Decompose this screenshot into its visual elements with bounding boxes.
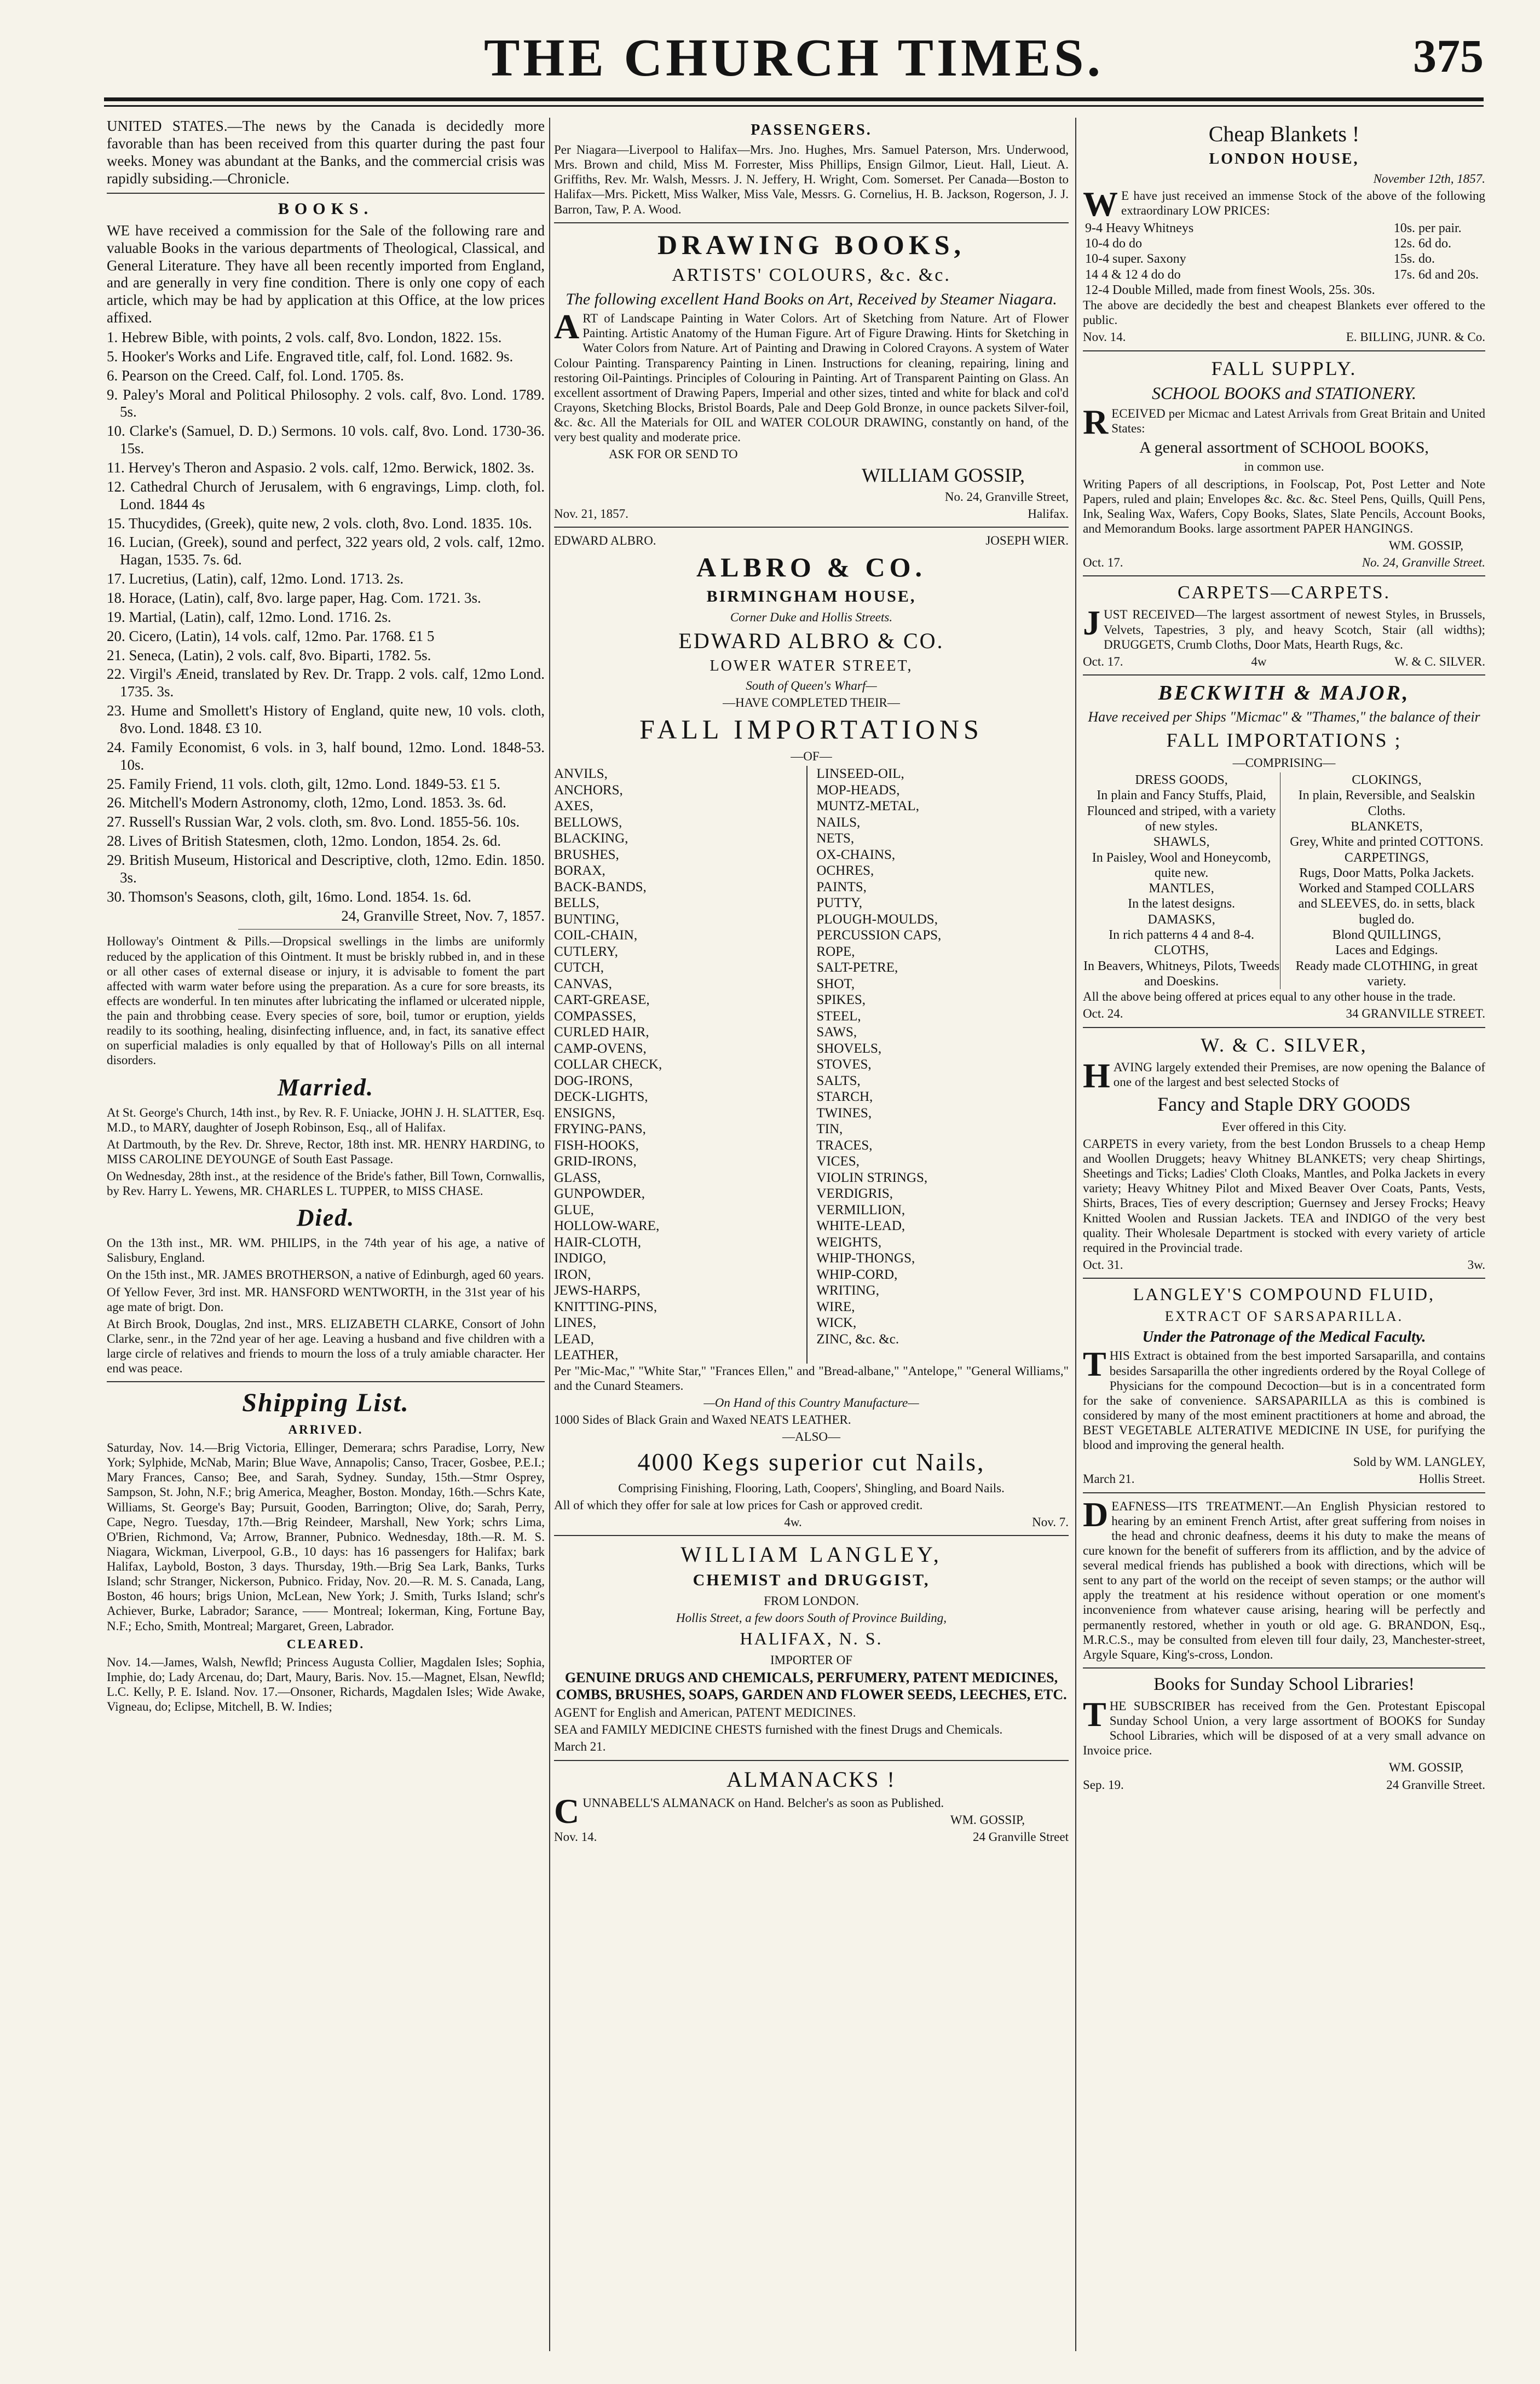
divider xyxy=(1083,1667,1485,1669)
blankets-signature: E. BILLING, JUNR. & Co. xyxy=(1346,330,1485,344)
blanket-price: 10s. per pair. xyxy=(1393,221,1462,235)
masthead-rule xyxy=(104,97,1484,101)
holloway-advert: Holloway's Ointment & Pills.—Dropsical swellings in the limbs are uniformly reduced by the application of this Ointment. It must be briskly rubbed in, and in these or all other cases of external disease or injury, it is advisable to foment the part affected with warm water before using the preparation. As a cure for sore breasts, its effects are wonderful. In ten minutes after lubricating the inflamed or ulcerated nipple, the pain and throbbing cease. Every species of sore, boil, tumor or eruption, yields readily to its soothing, healing, disinfecting influence, and, in fact, its sanative effect on superficial maladies is only equalled by that of Holloway's Pills on all internal disorders. xyxy=(107,934,545,1067)
book-item: 1. Hebrew Bible, with points, 2 vols. calf, 8vo. London, 1822. 15s. xyxy=(107,328,502,345)
langley-chemist: CHEMIST and DRUGGIST, xyxy=(693,1571,930,1590)
hardware-item: DOG-IRONS, xyxy=(554,1073,633,1088)
divider xyxy=(1083,350,1485,351)
fall-importations-heading: FALL IMPORTATIONS xyxy=(639,714,983,745)
hardware-item: KNITTING-PINS, xyxy=(554,1299,657,1314)
married-list xyxy=(107,1105,545,1199)
hardware-item: GLUE, xyxy=(554,1202,594,1217)
also-divider: —ALSO— xyxy=(782,1430,841,1444)
hardware-item: TIN, xyxy=(816,1122,843,1137)
hardware-item: CANVAS, xyxy=(554,976,612,991)
hardware-item: SALTS, xyxy=(816,1073,861,1088)
hardware-item: GLASS, xyxy=(554,1170,601,1185)
beckwith-sub: Have received per Ships "Micmac" & "Thames," the balance of their xyxy=(1088,708,1480,725)
book-item: 12. Cathedral Church of Jerusalem, with 6 engravings, Limp. cloth, fol. Lond. 1844 4s xyxy=(107,478,545,512)
almanacks-heading: ALMANACKS ! xyxy=(726,1767,896,1792)
hardware-item: FISH-HOOKS, xyxy=(554,1138,639,1153)
silver-fancy: Fancy and Staple DRY GOODS xyxy=(1157,1093,1411,1116)
blankets-intro: WE have just received an immense Stock of the above of the following extraordinary LOW PRICES: xyxy=(1083,184,1485,224)
albro-completed: —HAVE COMPLETED THEIR— xyxy=(723,696,900,710)
married-heading: Married. xyxy=(277,1073,374,1101)
silver-3w: 3w. xyxy=(1467,1257,1485,1272)
kegs-4w: 4w. xyxy=(784,1515,802,1529)
carpets-date: Oct. 17. xyxy=(1083,654,1123,668)
hardware-item: NAILS, xyxy=(816,815,861,830)
blanket-price-row xyxy=(1083,282,1485,298)
blanket-item: 10-4 super. Saxony xyxy=(1085,252,1186,267)
cleared-list: Nov. 14.—James, Walsh, Newfld; Princess Augusta Collier, Magdalen Isles; Sophia, Imphie, do; Lady Arcenau, do; Dart, Maury, Baris. Nov. 15.—Magnet, Elsan, Newfld; L.C. Kelly, P. E. Island. Nov. 17.—Onsoner, Richards, Magdalen Isles; Wide Awake, Vigneau, do; Eclipse, Mitchell, B. W. Indies; xyxy=(107,1655,545,1714)
hardware-item: BRUSHES, xyxy=(554,847,619,862)
divider xyxy=(554,1760,1069,1761)
blanket-item: 10-4 do do xyxy=(1085,236,1142,251)
hardware-item: COLLAR CHECK, xyxy=(554,1057,662,1072)
school-date: Oct. 17. xyxy=(1083,556,1123,570)
school-name: WM. GOSSIP, xyxy=(1388,539,1463,553)
sunday-school-body: THE SUBSCRIBER has received from the Gen. Protestant Episcopal Sunday School Union, a very large assortment of BOOKS for Sunday School Libraries, which will be disposed of at a very small advance on Invoice price. xyxy=(1083,1694,1485,1758)
goods-item: In Beavers, Whitneys, Pilots, Tweeds and Doeskins. xyxy=(1083,959,1280,989)
hardware-item: ANVILS, xyxy=(554,766,608,782)
hardware-item: WIRE, xyxy=(816,1299,855,1314)
goods-item: Rugs, Door Matts, Polka Jackets. xyxy=(1299,865,1474,880)
langley-date: March 21. xyxy=(554,1740,606,1754)
books-address: 24, Granville Street, Nov. 7, 1857. xyxy=(341,907,545,924)
hardware-item: PLOUGH-MOULDS, xyxy=(816,911,938,927)
hardware-item: TRACES, xyxy=(816,1138,873,1153)
langley-from: FROM LONDON. xyxy=(764,1594,859,1608)
blankets-price-table xyxy=(1083,221,1485,298)
hardware-item: SAWS, xyxy=(816,1025,857,1040)
column-2 xyxy=(554,118,1069,2351)
death-notice: On the 15th inst., MR. JAMES BROTHERSON, a native of Edinburgh, aged 60 years. xyxy=(107,1268,544,1282)
hardware-item: VIOLIN STRINGS, xyxy=(816,1170,928,1185)
albro2-street: LOWER WATER STREET, xyxy=(710,657,913,674)
hardware-item: VERMILLION, xyxy=(816,1202,905,1217)
goods-item: In Paisley, Wool and Honeycomb, quite new. xyxy=(1092,850,1271,880)
died-heading: Died. xyxy=(296,1204,355,1232)
beckwith-address: 34 GRANVILLE STREET. xyxy=(1346,1007,1485,1021)
died-list xyxy=(107,1236,545,1376)
book-item: 19. Martial, (Latin), calf, 12mo. Lond. 1716. 2s. xyxy=(107,608,391,625)
book-item: 9. Paley's Moral and Political Philosophy. 2 vols. calf, 8vo. Lond. 1789. 5s. xyxy=(107,386,545,420)
divider xyxy=(107,193,545,194)
beckwith-sign xyxy=(1083,1006,1485,1021)
blanket-price: 17s. 6d and 20s. xyxy=(1393,267,1479,282)
almanacks-date: Nov. 14. xyxy=(554,1829,597,1844)
beckwith-goods-right xyxy=(1288,772,1485,989)
goods-item: CLOTHS, xyxy=(1154,943,1209,958)
arrived-heading: ARRIVED. xyxy=(288,1422,364,1436)
blanket-price-row xyxy=(1083,221,1485,236)
goods-item: In the latest designs. xyxy=(1128,897,1236,911)
hardware-item: WHITE-LEAD, xyxy=(816,1219,905,1234)
hardware-item: BUNTING, xyxy=(554,911,619,927)
albro-per: Per "Mic-Mac," "White Star," "Frances Ellen," and "Bread-albane," "Antelope," "General Williams," and the Cunard Steamers. xyxy=(554,1364,1069,1393)
hardware-item: AXES, xyxy=(554,799,593,814)
book-item: 5. Hooker's Works and Life. Engraved title, calf, fol. Lond. 1682. 9s. xyxy=(107,348,514,365)
hardware-item: HOLLOW-WARE, xyxy=(554,1219,660,1234)
hardware-item: CAMP-OVENS, xyxy=(554,1041,647,1056)
almanacks-address: 24 Granville Street xyxy=(972,1829,1069,1844)
albro-left-name: EDWARD ALBRO. xyxy=(554,534,656,548)
goods-item: Grey, White and printed COTTONS. xyxy=(1290,835,1484,850)
book-item: 26. Mitchell's Modern Astronomy, cloth, 12mo, Lond. 1853. 3s. 6d. xyxy=(107,794,506,811)
death-notice: At Birch Brook, Douglas, 2nd inst., MRS. ELIZABETH CLARKE, Consort of John Clarke, senr., in the 72nd year of her age. Leaving a husband and five children with a large circle of relatives and friends to mourn the loss of a truly amiable character. Her end was peace. xyxy=(107,1317,545,1376)
hardware-item: BACK-BANDS, xyxy=(554,879,647,894)
drawing-date: Nov. 21, 1857. xyxy=(554,507,628,521)
column-3 xyxy=(1083,118,1485,2351)
goods-item: MANTLES, xyxy=(1149,881,1214,896)
beckwith-date: Oct. 24. xyxy=(1083,1007,1123,1021)
hardware-item: BELLS, xyxy=(554,896,599,911)
carpets-4w: 4w xyxy=(1251,654,1267,668)
hardware-item: WICK, xyxy=(816,1315,857,1331)
school-books-heading: SCHOOL BOOKS and STATIONERY. xyxy=(1151,383,1417,403)
carpets-footer xyxy=(1083,654,1485,669)
column-divider-2 xyxy=(1075,118,1076,2351)
hardware-item: WRITING, xyxy=(816,1283,879,1298)
hardware-item: CART-GREASE, xyxy=(554,992,650,1008)
beckwith-footer: All the above being offered at prices equal to any other house in the trade. xyxy=(1083,990,1456,1004)
almanacks-footer xyxy=(554,1829,1069,1844)
arrived-list: Saturday, Nov. 14.—Brig Victoria, Ellinger, Demerara; schrs Paradise, Lorry, New York; Sylphide, McNab, Marin; Blue Wave, Annapolis; Canso, Tracer, Gosbee, P.E.I.; Mary Frances, Canso; Bee, and Sarah, Sydney. Sunday, 15th.—Stmr Osprey, Sampson, St. John, N.F.; brig America, Meagher, Boston. Monday, 16th.—Schrs Kate, Williams, St. George's Bay; Pursuit, Gooden, Barrington; Olive, do; Sarah, Perry, Cape, Negro. Tuesday, 17th.—Brig Reindeer, Marshall, New York; schrs Lima, O'Brien, Richmond, Va; Arrow, Branner, Pubnico. Wednesday, 18th.—R. M. S. Niagara, Wickman, Liverpool, G.B., 10 days: has 16 passengers for Halifax; bark Halifax, Laybold, Boston, 3 days. Thursday, 19th.—Brig Sea Lark, Banks, Turks Island; schr Stranger, Nickerson, Pubnico. Friday, Nov. 20.—R. M. S. Canada, Lang, Boston, 46 hours; brigs Union, McLean, New York; J. Smith, Turks Island; schr's Achiever, Burke, Labrador; Sarance, —— Montreal; Iokerman, King, Fortune Bay, N.F.; Echo, Smith, Montreal; Margaret, Green, Labrador. xyxy=(107,1441,545,1633)
silver-ever: Ever offered in this City. xyxy=(1221,1119,1347,1134)
divider xyxy=(238,929,413,930)
sunday-school-date: Sep. 19. xyxy=(1083,1777,1124,1792)
beckwith-heading: BECKWITH & MAJOR, xyxy=(1158,681,1410,705)
divider xyxy=(1083,674,1485,676)
albro-hand: —On Hand of this Country Manufacture— xyxy=(703,1396,919,1410)
fluid-address: Hollis Street. xyxy=(1418,1472,1485,1486)
artists-colours-heading: ARTISTS' COLOURS, &c. &c. xyxy=(672,264,951,285)
book-item: 6. Pearson on the Creed. Calf, fol. Lond. 1705. 8s. xyxy=(107,367,404,384)
books-list xyxy=(107,329,545,906)
hardware-item: BLACKING, xyxy=(554,831,628,846)
sunday-school-address: 24 Granville Street. xyxy=(1386,1777,1485,1792)
albro-title: ALBRO & CO. xyxy=(696,552,926,583)
book-item: 23. Hume and Smollett's History of England, quite new, 10 vols. cloth, 8vo. Lond. 1848. £3 10. xyxy=(107,702,545,737)
hardware-item: MOP-HEADS, xyxy=(816,782,900,798)
blankets-sign-date: Nov. 14. xyxy=(1083,330,1126,344)
langley-sea: SEA and FAMILY MEDICINE CHESTS furnished with the finest Drugs and Chemicals. xyxy=(554,1723,1003,1737)
masthead-rule-thin xyxy=(104,105,1484,107)
hardware-item: COIL-CHAIN, xyxy=(554,928,638,943)
books-heading: BOOKS. xyxy=(278,200,374,218)
column-1 xyxy=(107,118,545,2351)
carpets-signature: W. & C. SILVER. xyxy=(1394,654,1485,668)
hardware-item: SHOT, xyxy=(816,976,855,991)
blanket-price-row xyxy=(1083,251,1485,267)
cleared-heading: CLEARED. xyxy=(286,1637,365,1651)
hardware-item: BORAX, xyxy=(554,863,605,879)
albro-corner: Corner Duke and Hollis Streets. xyxy=(730,610,893,624)
blanket-item: 12-4 Double Milled, made from finest Wools, 25s. 30s. xyxy=(1085,282,1375,297)
fluid-heading: LANGLEY'S COMPOUND FLUID, xyxy=(1133,1284,1435,1304)
books-intro: WE have received a commission for the Sale of the following rare and valuable Books in the various departments of Theological, Classical, and General Literature. They have all been recently imported from England, and are generally in very fine condition. There is only one copy of each article, which may be had by application at this Office, at the low prices affixed. xyxy=(107,222,545,326)
hardware-item: VICES, xyxy=(816,1154,860,1169)
sunday-school-footer xyxy=(1083,1777,1485,1792)
masthead xyxy=(104,16,1484,90)
book-item: 17. Lucretius, (Latin), calf, 12mo. Lond. 1713. 2s. xyxy=(107,570,404,587)
drawing-name: WILLIAM GOSSIP, xyxy=(861,464,1025,487)
goods-item: CARPETINGS, xyxy=(1344,850,1429,865)
book-item: 20. Cicero, (Latin), 14 vols. calf, 12mo. Par. 1768. £1 5 xyxy=(107,627,435,644)
school-general: A general assortment of SCHOOL BOOKS, xyxy=(1139,438,1429,457)
hardware-item: PUTTY, xyxy=(816,896,862,911)
school-body: Writing Papers of all descriptions, in Foolscap, Pot, Post Letter and Note Papers, ruled and plain; Envelopes &c. &c. &c. Steel Pens, Quills, Quill Pens, Ink, Sealing Wax, Wafers, Copy Books, Slates, Slate Pencils, Account Books, and Memorandum Books. large assortment PAPER HANGINGS. xyxy=(1083,477,1485,535)
hardware-item: ENSIGNS, xyxy=(554,1105,615,1121)
hardware-item: NETS, xyxy=(816,831,855,846)
blanket-item: 14 4 & 12 4 do do xyxy=(1085,267,1181,282)
fluid-sold: Sold by WM. LANGLEY, xyxy=(1353,1455,1485,1469)
langley-title: WILLIAM LANGLEY, xyxy=(680,1542,942,1567)
langley-city: HALIFAX, N. S. xyxy=(740,1628,883,1648)
book-item: 10. Clarke's (Samuel, D. D.) Sermons. 10 vols. calf, 8vo. Lond. 1730-36. 15s. xyxy=(107,423,545,457)
book-item: 30. Thomson's Seasons, cloth, gilt, 16mo. Lond. 1854. 1s. 6d. xyxy=(107,888,471,905)
hardware-item: OX-CHAINS, xyxy=(816,847,896,862)
drawing-footer xyxy=(554,506,1069,521)
hardware-item: CUTLERY, xyxy=(554,944,618,959)
hardware-item: GUNPOWDER, xyxy=(554,1186,645,1202)
silver-date: Oct. 31. xyxy=(1083,1257,1123,1272)
book-item: 22. Virgil's Æneid, translated by Rev. Dr. Trapp. 2 vols. calf, 12mo Lond. 1735. 3s. xyxy=(107,666,545,700)
book-item: 29. British Museum, Historical and Descriptive, cloth, 12mo. Edin. 1850. 3s. xyxy=(107,852,545,886)
death-notice: On the 13th inst., MR. WM. PHILIPS, in the 74th year of his age, a native of Salisbury, England. xyxy=(107,1236,545,1265)
book-item: 25. Family Friend, 11 vols. cloth, gilt, 12mo. Lond. 1849-53. £1 5. xyxy=(107,775,500,792)
goods-item: DRESS GOODS, xyxy=(1135,772,1228,787)
albro-right-name: JOSEPH WIER. xyxy=(985,534,1069,548)
hardware-item: JEWS-HARPS, xyxy=(554,1283,641,1298)
hardware-item: ANCHORS, xyxy=(554,782,623,798)
fluid-patron: Under the Patronage of the Medical Faculty. xyxy=(1142,1329,1426,1346)
fluid-footer xyxy=(1083,1471,1485,1486)
page-number: 375 xyxy=(1413,30,1484,82)
hardware-item: FRYING-PANS, xyxy=(554,1122,646,1137)
hardware-item: INDIGO, xyxy=(554,1251,607,1266)
of-divider: —OF— xyxy=(791,749,832,764)
blanket-item: 9-4 Heavy Whitneys xyxy=(1085,221,1194,235)
kegs-sub: Comprising Finishing, Flooring, Lath, Coopers', Shingling, and Board Nails. xyxy=(618,1481,1005,1495)
almanacks-body: CUNNABELL'S ALMANACK on Hand. Belcher's as soon as Published. xyxy=(554,1791,944,1831)
blanket-price: 12s. 6d do. xyxy=(1393,236,1452,251)
divider xyxy=(554,1535,1069,1536)
goods-item: Worked and Stamped COLLARS and SLEEVES, do. in setts, black bugled do. xyxy=(1298,881,1475,927)
beckwith-goods-left xyxy=(1083,772,1281,989)
goods-item: Blond QUILLINGS, xyxy=(1332,928,1441,943)
drawing-body: ART of Landscape Painting in Water Colors. Art of Sketching from Nature. Art of Flower Painting. Artistic Anatomy of the Human Figure. Art of Figure Drawing. Hints for Sketching in Water Colors from Nature. Art of Painting and Drawing in Colored Crayons. A system of Water Colour Painting. Transparency Painting in Linen. Instructions for cleaning, repairing, lining and restoring Oil-Paintings. Principles of Colouring in Painting. Art of Transparent Painting on Glass. An excellent assortment of Drawing Papers, Imperial and other sizes, tinted and white for black and col'd Crayons, Sketching Blocks, Bristol Boards, Pale and Deep Gold Bronze, in ounce packets Silver-foil, &c. &c. All the Materials for OIL and WATER COLOUR DRAWING, constantly on hand, of the very best quality and moderate price. xyxy=(554,307,1069,445)
book-item: 15. Thucydides, (Greek), quite new, 2 vols. cloth, 8vo. Lond. 1835. 10s. xyxy=(107,515,532,532)
goods-item: CLOKINGS, xyxy=(1352,772,1422,787)
book-item: 27. Russell's Russian War, 2 vols. cloth, sm. 8vo. Lond. 1855-56. 10s. xyxy=(107,813,520,830)
goods-item: Ready made CLOTHING, in great variety. xyxy=(1295,959,1478,989)
sunday-school-heading: Books for Sunday School Libraries! xyxy=(1153,1674,1415,1694)
hardware-item: SHOVELS, xyxy=(816,1041,882,1056)
blankets-house: LONDON HOUSE, xyxy=(1209,151,1359,168)
albro-hand2: 1000 Sides of Black Grain and Waxed NEATS LEATHER. xyxy=(554,1413,851,1427)
blankets-heading: Cheap Blankets ! xyxy=(1208,122,1360,146)
shipping-heading: Shipping List. xyxy=(242,1388,409,1418)
death-notice: Of Yellow Fever, 3rd inst. MR. HANSFORD WENTWORTH, in the 31st year of his age mate of brigt. Don. xyxy=(107,1285,545,1314)
goods-item: In plain, Reversible, and Sealskin Cloths. xyxy=(1298,788,1475,818)
hardware-item: BELLOWS, xyxy=(554,815,622,830)
kegs-date: Nov. 7. xyxy=(1032,1515,1069,1529)
hardware-item: STEEL, xyxy=(816,1008,861,1024)
hardware-item: VERDIGRIS, xyxy=(816,1186,893,1202)
hardware-item: IRON, xyxy=(554,1267,591,1282)
blanket-price: 15s. do. xyxy=(1393,252,1435,267)
blankets-date: November 12th, 1857. xyxy=(1373,172,1485,186)
newspaper-title: THE CHURCH TIMES. xyxy=(483,28,1104,88)
langley-street: Hollis Street, a few doors South of Province Building, xyxy=(676,1611,947,1625)
passengers-heading: PASSENGERS. xyxy=(751,122,872,138)
drawing-city: Halifax. xyxy=(1028,507,1069,521)
divider xyxy=(1083,1492,1485,1493)
hardware-list-left xyxy=(554,766,808,1364)
albro-house: BIRMINGHAM HOUSE, xyxy=(706,587,916,606)
hardware-item: STOVES, xyxy=(816,1057,872,1072)
kegs-footer xyxy=(554,1515,1069,1529)
hardware-item: DECK-LIGHTS, xyxy=(554,1089,648,1105)
hardware-list-right xyxy=(812,766,1069,1364)
blanket-price-row xyxy=(1083,267,1485,282)
langley-goods: GENUINE DRUGS AND CHEMICALS, PERFUMERY, PATENT MEDICINES, COMBS, BRUSHES, SOAPS, GARDEN AND FLOWER SEEDS, LEECHES, ETC. xyxy=(556,1669,1067,1702)
silver-intro: HAVING largely extended their Premises, are now opening the Balance of one of the largest and best selected Stocks of xyxy=(1083,1056,1485,1095)
hardware-item: CURLED HAIR, xyxy=(554,1025,649,1040)
hardware-item: PAINTS, xyxy=(816,879,867,894)
silver-body: CARPETS in every variety, from the best London Brussels to a cheap Hemp and Woollen Druggets; heavy Whitney BLANKETS; very cheap Shirtings, Sheetings and Ticks; Ladies' Cloth Cloaks, Mantles, and Polka Jackets in every variety; Heavy Whitney Pilot and Mixed Beaver Over Coats, Pants, Vests, Shirts, Braces, Ties of every description; Guernsey and Jersey Frocks; Heavy Knitted Woolen and Russian Jackets. TEA and INDIGO of the very best quality. Their Wholesale Department is stocked with every variety of article required in the Provincial trade. xyxy=(1083,1136,1485,1255)
fall-importations-heading: FALL IMPORTATIONS ; xyxy=(1166,729,1402,752)
hardware-item: STARCH, xyxy=(816,1089,873,1105)
hardware-item: LEAD, xyxy=(554,1331,594,1347)
carpets-body: JUST RECEIVED—The largest assortment of newest Styles, in Brussels, Velvets, Tapestries, 3 ply, and heavy Scotch, Stair (all widths); DRUGGETS, Crumb Cloths, Door Mats, Hearth Rugs, &c. xyxy=(1083,603,1485,651)
kegs-all: All of which they offer for sale at low prices for Cash or approved credit. xyxy=(554,1498,923,1512)
hardware-item: GRID-IRONS, xyxy=(554,1154,637,1169)
hardware-list xyxy=(554,766,1069,1364)
hardware-item: LINSEED-OIL, xyxy=(816,766,904,782)
hardware-item: ZINC, &c. &c. xyxy=(816,1331,899,1347)
book-item: 21. Seneca, (Latin), 2 vols. calf, 8vo. Biparti, 1782. 5s. xyxy=(107,646,431,663)
fluid-sub: EXTRACT OF SARSAPARILLA. xyxy=(1164,1308,1404,1324)
langley-importer: IMPORTER OF xyxy=(770,1653,853,1667)
hardware-item: HAIR-CLOTH, xyxy=(554,1234,642,1250)
kegs-heading: 4000 Kegs superior cut Nails, xyxy=(637,1448,985,1476)
drawing-send: ASK FOR OR SEND TO xyxy=(609,447,738,461)
hardware-item: SPIKES, xyxy=(816,992,866,1008)
blanket-price xyxy=(1392,282,1485,298)
united-states-news: UNITED STATES.—The news by the Canada is decidedly more favorable than has been received from this quarter during the past four weeks. Money was abundant at the Banks, and the commercial crisis was rapidly subsiding.—Chronicle. xyxy=(107,118,545,187)
goods-item: DAMASKS, xyxy=(1147,912,1215,927)
hardware-item: LINES, xyxy=(554,1315,597,1331)
hardware-item: ROPE, xyxy=(816,944,855,959)
almanacks-name: WM. GOSSIP, xyxy=(950,1812,1025,1827)
drawing-books-heading: DRAWING BOOKS, xyxy=(657,229,966,260)
marriage-notice: At Dartmouth, by the Rev. Dr. Shreve, Rector, 18th inst. MR. HENRY HARDING, to MISS CAROLINE DEYOUNGE of South East Passage. xyxy=(107,1137,545,1166)
book-item: 28. Lives of British Statesmen, cloth, 12mo. London, 1854. 2s. 6d. xyxy=(107,833,501,850)
hardware-item: WHIP-CORD, xyxy=(816,1267,898,1282)
drawing-italic: The following excellent Hand Books on Art, Received by Steamer Niagara. xyxy=(566,290,1057,308)
beckwith-goods xyxy=(1083,772,1485,989)
marriage-notice: At St. George's Church, 14th inst., by Rev. R. F. Uniacke, JOHN J. H. SLATTER, Esq. M.D., to MARY, daughter of Joseph Robinson, Esq., all of Halifax. xyxy=(107,1105,545,1134)
goods-item: In rich patterns 4 4 and 8-4. xyxy=(1109,928,1255,943)
goods-item: SHAWLS, xyxy=(1153,835,1210,850)
book-item: 18. Horace, (Latin), calf, 8vo. large paper, Hag. Com. 1721. 3s. xyxy=(107,590,481,607)
blankets-footer xyxy=(1083,330,1485,344)
school-received: RECEIVED per Micmac and Latest Arrivals from Great Britain and United States: xyxy=(1083,402,1485,441)
divider xyxy=(554,222,1069,223)
divider xyxy=(1083,1278,1485,1279)
goods-item: BLANKETS, xyxy=(1351,819,1423,834)
school-address: No. 24, Granville Street. xyxy=(1362,556,1485,570)
fluid-date: March 21. xyxy=(1083,1472,1135,1486)
carpets-heading: CARPETS—CARPETS. xyxy=(1177,582,1391,603)
passengers-list: Per Niagara—Liverpool to Halifax—Mrs. Jno. Hughes, Mrs. Samuel Paterson, Mrs. Underwood, Mrs. Brown and child, Miss M. Forrester, Miss Phillips, Ensign Gilmor, Lieut. Hall, Lieut. A. Griffiths, Rev. Mr. Walsh, Messrs. J. N. Jeffery, H. Wright, Com. Somerset. Per Canada—Boston to Halifax—Mrs. Pickett, Miss Walker, Miss Vale, Messrs. G. Cornelius, H. B. Jackson, Rogerson, J. J. Barron, Taw, P. A. Wood. xyxy=(554,143,1069,216)
hardware-item: SALT-PETRE, xyxy=(816,960,898,975)
comprising-divider: —COMPRISING— xyxy=(1232,755,1336,770)
fall-supply-heading: FALL SUPPLY. xyxy=(1211,357,1357,379)
marriage-notice: On Wednesday, 28th inst., at the residence of the Bride's father, Bill Town, Cornwallis, by Rev. Harry L. Yewens, MR. CHARLES L. TUPPER, to MISS CHASE. xyxy=(107,1169,545,1198)
hardware-item: CUTCH, xyxy=(554,960,604,975)
blankets-note: The above are decidedly the best and cheapest Blankets ever offered to the public. xyxy=(1083,298,1485,327)
albro-partners xyxy=(554,533,1069,548)
hardware-item: MUNTZ-METAL, xyxy=(816,799,919,814)
albro2-south: South of Queen's Wharf— xyxy=(746,678,877,692)
silver-heading: W. & C. SILVER, xyxy=(1201,1034,1368,1056)
school-footer xyxy=(1083,555,1485,570)
blanket-price-row xyxy=(1083,236,1485,251)
hardware-item: LEATHER, xyxy=(554,1348,619,1363)
column-divider-1 xyxy=(549,118,550,2351)
divider xyxy=(1083,575,1485,576)
langley-agent: AGENT for English and American, PATENT MEDICINES. xyxy=(554,1706,856,1720)
divider xyxy=(554,527,1069,528)
book-item: 24. Family Economist, 6 vols. in 3, half bound, 12mo. Lond. 1848-53. 10s. xyxy=(107,738,545,773)
deafness-advert: DEAFNESS—ITS TREATMENT.—An English Physician restored to hearing by an eminent French Artist, after great suffering from noises in the head and chronic deafness, deems it his duty to make the means of cure known for the benefit of sufferers from its affliction, and by the advice of several medical friends has published a book with directions, which will be sent to any part of the world on the receipt of seven stamps; or the author will apply the treatment at his residence without operation or one moment's inconvenience from whatever cause arising, hearing will be perfectly and permanently restored, whether in youth or old age. G. BRANDON, Esq., M.R.C.S., may be consulted from eleven till four daily, 23, Manchester-street, Argyle Square, King's-cross, London. xyxy=(1083,1494,1485,1661)
book-item: 11. Hervey's Theron and Aspasio. 2 vols. calf, 12mo. Berwick, 1802. 3s. xyxy=(107,459,534,476)
hardware-item: TWINES, xyxy=(816,1105,872,1121)
divider xyxy=(1083,1027,1485,1028)
divider xyxy=(107,1381,545,1382)
hardware-item: OCHRES, xyxy=(816,863,874,879)
drawing-address: No. 24, Granville Street, xyxy=(944,489,1069,504)
hardware-item: WHIP-THONGS, xyxy=(816,1251,915,1266)
goods-item: In plain and Fancy Stuffs, Plaid, Flounced and striped, with a variety of new styles. xyxy=(1087,788,1276,834)
sunday-school-name: WM. GOSSIP, xyxy=(1388,1760,1463,1775)
hardware-item: COMPASSES, xyxy=(554,1008,636,1024)
fluid-body: THIS Extract is obtained from the best imported Sarsaparilla, and contains besides Sarsaparilla the other ingredients ordered by the Royal College of Physicians for the compound Decoction—but is in a concentrated form for the sake of convenience. SARSAPARILLA as this is combined is considered by many of the most eminent practitioners at home and abroad, the BEST VEGETABLE ALTERATIVE MEDICINE IN USE, for purifying the blood and improving the general health. xyxy=(1083,1344,1485,1452)
silver-footer xyxy=(1083,1257,1485,1272)
hardware-item: PERCUSSION CAPS, xyxy=(816,928,942,943)
albro2-title: EDWARD ALBRO & CO. xyxy=(678,628,944,653)
book-item: 16. Lucian, (Greek), sound and perfect, 322 years old, 2 vols. calf, 12mo. Hagan, 1535. 7s. 6d. xyxy=(107,534,545,568)
school-common: in common use. xyxy=(1244,460,1324,474)
hardware-item: WEIGHTS, xyxy=(816,1234,882,1250)
goods-item: Laces and Edgings. xyxy=(1335,943,1438,958)
